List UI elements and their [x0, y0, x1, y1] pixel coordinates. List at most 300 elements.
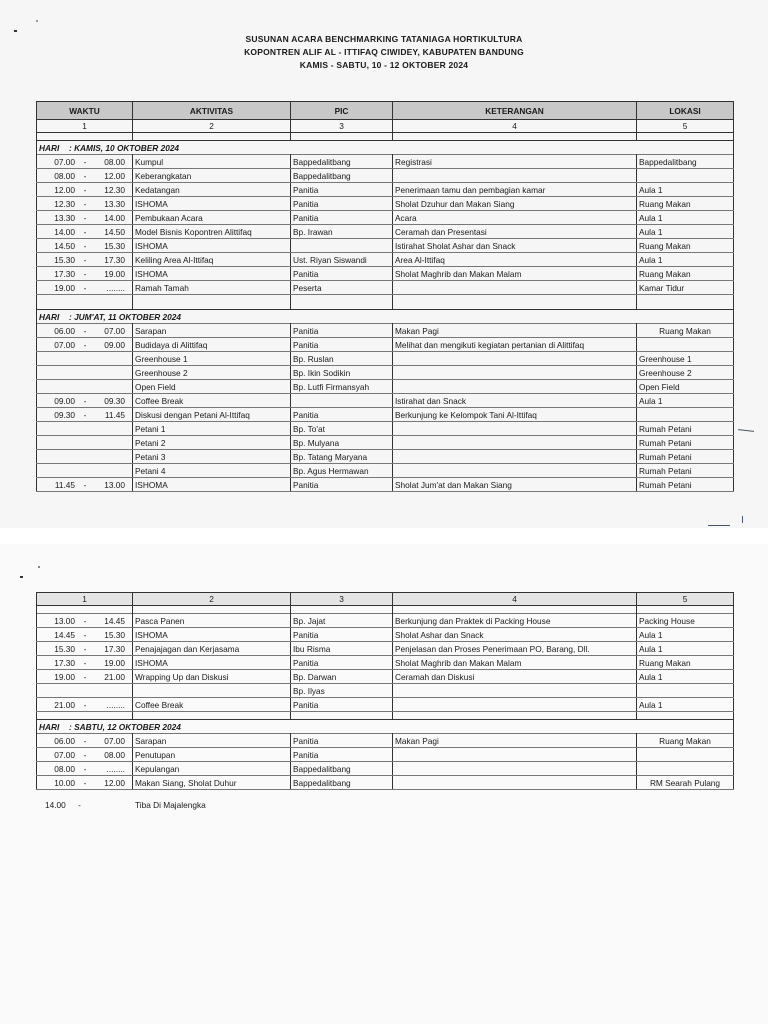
location-cell: Aula 1	[637, 628, 734, 642]
schedule-row	[37, 422, 734, 436]
activity-cell: Ramah Tamah	[133, 281, 291, 295]
table-header-row	[37, 102, 734, 120]
time-dash: -	[83, 156, 87, 167]
time-cell	[37, 684, 133, 698]
time-cell	[37, 748, 133, 762]
activity-cell: Makan Siang, Sholat Duhur	[133, 776, 291, 790]
day-header-row	[37, 310, 734, 324]
day-header	[37, 720, 734, 734]
day-label: HARI	[39, 142, 60, 153]
day-date: : JUM'AT, 11 OKTOBER 2024	[69, 311, 182, 322]
note-cell	[393, 380, 637, 394]
activity-cell: Wrapping Up dan Diskusi	[133, 670, 291, 684]
time-dash: -	[83, 198, 87, 209]
time-start: 15.30	[54, 254, 75, 265]
activity-cell	[133, 684, 291, 698]
schedule-row	[37, 408, 734, 422]
activity-cell: ISHOMA	[133, 478, 291, 492]
location-cell	[637, 684, 734, 698]
location-cell	[637, 408, 734, 422]
schedule-row	[37, 324, 734, 338]
schedule-row	[37, 464, 734, 478]
schedule-row	[37, 211, 734, 225]
time-start: 19.00	[54, 282, 75, 293]
activity-cell: Diskusi dengan Petani Al-Ittifaq	[133, 408, 291, 422]
activity-cell: Kedatangan	[133, 183, 291, 197]
location-cell: Ruang Makan	[637, 324, 734, 338]
day-2-continued-rows	[37, 614, 734, 712]
note-cell	[393, 684, 637, 698]
time-end: 17.30	[104, 254, 125, 265]
column-number: 4	[393, 593, 637, 606]
time-end: 14.45	[104, 615, 125, 626]
time-end: 19.00	[104, 268, 125, 279]
column-number: 4	[393, 120, 637, 133]
location-cell: Rumah Petani	[637, 450, 734, 464]
time-end: 09.30	[104, 395, 125, 406]
pic-cell: Bappedalitbang	[291, 169, 393, 183]
column-number-row	[37, 593, 734, 606]
schedule-row	[37, 352, 734, 366]
schedule-row	[37, 366, 734, 380]
time-cell	[37, 776, 133, 790]
time-cell	[37, 422, 133, 436]
column-number: 2	[133, 120, 291, 133]
note-cell	[393, 450, 637, 464]
time-start: 12.30	[54, 198, 75, 209]
pic-cell	[291, 394, 393, 408]
time-start: 19.00	[54, 671, 75, 682]
time-cell	[37, 656, 133, 670]
activity-cell: Sarapan	[133, 734, 291, 748]
time-start: 07.00	[54, 749, 75, 760]
schedule-row	[37, 197, 734, 211]
pic-cell: Panitia	[291, 628, 393, 642]
time-end: 07.00	[104, 325, 125, 336]
pic-cell: Panitia	[291, 734, 393, 748]
location-cell: Rumah Petani	[637, 422, 734, 436]
note-cell	[393, 436, 637, 450]
time-start: 06.00	[54, 325, 75, 336]
schedule-row	[37, 670, 734, 684]
time-end: ........	[106, 282, 125, 293]
note-cell	[393, 748, 637, 762]
time-end: ........	[106, 699, 125, 710]
time-start: 09.30	[54, 409, 75, 420]
location-cell: RM Searah Pulang	[637, 776, 734, 790]
title-line-2: KOPONTREN ALIF AL - ITTIFAQ CIWIDEY, KABUPATEN BANDUNG	[244, 47, 524, 57]
pic-cell: Panitia	[291, 211, 393, 225]
activity-cell: Model Bisnis Kopontren Alittifaq	[133, 225, 291, 239]
location-cell: Greenhouse 1	[637, 352, 734, 366]
time-cell	[37, 698, 133, 712]
time-cell	[37, 450, 133, 464]
day-label: HARI	[39, 721, 60, 732]
location-cell: Aula 1	[637, 394, 734, 408]
time-cell	[37, 169, 133, 183]
time-start: 06.00	[54, 735, 75, 746]
schedule-row	[37, 225, 734, 239]
header-keterangan: KETERANGAN	[393, 102, 637, 120]
scan-speck	[708, 525, 730, 526]
time-cell	[37, 762, 133, 776]
pic-cell: Ibu Risma	[291, 642, 393, 656]
schedule-row	[37, 628, 734, 642]
time-dash: -	[83, 735, 87, 746]
column-number: 3	[291, 593, 393, 606]
note-cell	[393, 366, 637, 380]
location-cell: Rumah Petani	[637, 464, 734, 478]
schedule-row	[37, 281, 734, 295]
pic-cell: Bappedalitbang	[291, 762, 393, 776]
activity-cell: Coffee Break	[133, 394, 291, 408]
time-start: 08.00	[54, 170, 75, 181]
day-header	[37, 141, 734, 155]
header-aktivitas: AKTIVITAS	[133, 102, 291, 120]
time-dash: -	[83, 409, 87, 420]
note-cell: Berkunjung ke Kelompok Tani Al-Ittifaq	[393, 408, 637, 422]
time-dash: -	[83, 671, 87, 682]
activity-cell: ISHOMA	[133, 267, 291, 281]
time-dash: -	[83, 184, 87, 195]
note-cell	[393, 762, 637, 776]
time-cell	[37, 155, 133, 169]
time-start: 13.00	[54, 615, 75, 626]
location-cell: Ruang Makan	[637, 656, 734, 670]
note-cell: Penjelasan dan Proses Penerimaan PO, Barang, Dll.	[393, 642, 637, 656]
time-end: 14.00	[104, 212, 125, 223]
location-cell: Aula 1	[637, 225, 734, 239]
pic-cell: Panitia	[291, 197, 393, 211]
footer-start: 14.00	[45, 800, 66, 810]
note-cell: Makan Pagi	[393, 734, 637, 748]
location-cell: Aula 1	[637, 670, 734, 684]
pic-cell: Bp. Ikin Sodikin	[291, 366, 393, 380]
note-cell	[393, 281, 637, 295]
time-dash: -	[83, 643, 87, 654]
time-start: 13.30	[54, 212, 75, 223]
location-cell: Aula 1	[637, 183, 734, 197]
time-cell	[37, 225, 133, 239]
pic-cell: Bp. Darwan	[291, 670, 393, 684]
note-cell: Sholat Maghrib dan Makan Malam	[393, 267, 637, 281]
time-cell	[37, 478, 133, 492]
time-cell	[37, 324, 133, 338]
activity-cell: Keberangkatan	[133, 169, 291, 183]
activity-cell: Pembukaan Acara	[133, 211, 291, 225]
schedule-row	[37, 776, 734, 790]
activity-cell: ISHOMA	[133, 239, 291, 253]
location-cell: Greenhouse 2	[637, 366, 734, 380]
note-cell: Berkunjung dan Praktek di Packing House	[393, 614, 637, 628]
header-lokasi: LOKASI	[637, 102, 734, 120]
pic-cell: Panitia	[291, 408, 393, 422]
note-cell: Makan Pagi	[393, 324, 637, 338]
schedule-row	[37, 338, 734, 352]
time-dash: -	[83, 615, 87, 626]
note-cell: Istirahat Sholat Ashar dan Snack	[393, 239, 637, 253]
pic-cell: Panitia	[291, 748, 393, 762]
location-cell: Ruang Makan	[637, 267, 734, 281]
pic-cell: Bp. To'at	[291, 422, 393, 436]
time-dash: -	[83, 699, 87, 710]
activity-cell: Budidaya di Alittifaq	[133, 338, 291, 352]
column-number-row	[37, 120, 734, 133]
time-start: 17.30	[54, 268, 75, 279]
time-start: 14.00	[54, 226, 75, 237]
pic-cell: Ust. Riyan Siswandi	[291, 253, 393, 267]
time-cell	[37, 211, 133, 225]
time-cell	[37, 614, 133, 628]
time-cell	[37, 380, 133, 394]
scan-speck	[38, 566, 40, 568]
location-cell	[637, 748, 734, 762]
footer-activity: Tiba Di Majalengka	[135, 800, 206, 810]
activity-cell: Kumpul	[133, 155, 291, 169]
time-cell	[37, 670, 133, 684]
activity-cell: ISHOMA	[133, 197, 291, 211]
time-dash: -	[83, 212, 87, 223]
schedule-row	[37, 478, 734, 492]
time-start: 09.00	[54, 395, 75, 406]
location-cell: Aula 1	[637, 211, 734, 225]
title-line-3: KAMIS - SABTU, 10 - 12 OKTOBER 2024	[299, 60, 469, 70]
note-cell: Sholat Dzuhur dan Makan Siang	[393, 197, 637, 211]
time-end: 19.00	[104, 657, 125, 668]
header-waktu: WAKTU	[37, 102, 133, 120]
schedule-row	[37, 684, 734, 698]
time-end: 08.00	[104, 156, 125, 167]
time-start: 10.00	[54, 777, 75, 788]
time-start: 17.30	[54, 657, 75, 668]
time-dash: -	[83, 763, 87, 774]
note-cell: Sholat Maghrib dan Makan Malam	[393, 656, 637, 670]
column-number: 5	[637, 120, 734, 133]
activity-cell: Penajajagan dan Kerjasama	[133, 642, 291, 656]
day-date: : KAMIS, 10 OKTOBER 2024	[69, 142, 180, 153]
location-cell	[637, 169, 734, 183]
day-date: : SABTU, 12 OKTOBER 2024	[69, 721, 181, 732]
time-dash: -	[83, 325, 87, 336]
pic-cell: Bp. Jajat	[291, 614, 393, 628]
pic-cell: Panitia	[291, 698, 393, 712]
time-dash: -	[83, 240, 87, 251]
note-cell: Registrasi	[393, 155, 637, 169]
note-cell: Sholat Jum'at dan Makan Siang	[393, 478, 637, 492]
day-header-row	[37, 720, 734, 734]
activity-cell: Kepulangan	[133, 762, 291, 776]
note-cell: Istirahat dan Snack	[393, 394, 637, 408]
note-cell	[393, 422, 637, 436]
note-cell: Penerimaan tamu dan pembagian kamar	[393, 183, 637, 197]
activity-cell: Open Field	[133, 380, 291, 394]
schedule-table-page-2	[36, 592, 734, 790]
time-end: 11.45	[104, 409, 125, 420]
time-start: 14.45	[54, 629, 75, 640]
pic-cell: Bp. Ruslan	[291, 352, 393, 366]
time-cell	[37, 183, 133, 197]
time-end: 12.30	[104, 184, 125, 195]
pic-cell: Panitia	[291, 183, 393, 197]
day-3-rows	[37, 734, 734, 790]
column-number: 1	[37, 593, 133, 606]
schedule-row	[37, 748, 734, 762]
schedule-table-page-1	[36, 101, 734, 492]
time-dash: -	[83, 629, 87, 640]
pic-cell	[291, 239, 393, 253]
note-cell: Acara	[393, 211, 637, 225]
pic-cell: Bp. Lutfi Firmansyah	[291, 380, 393, 394]
spacer-row	[37, 133, 734, 141]
note-cell	[393, 169, 637, 183]
scan-speck	[36, 20, 38, 22]
time-end: 15.30	[104, 629, 125, 640]
time-cell	[37, 464, 133, 478]
document-title	[0, 33, 768, 72]
time-start: 15.30	[54, 643, 75, 654]
header-pic: PIC	[291, 102, 393, 120]
time-start: 14.50	[54, 240, 75, 251]
footer-dash: -	[78, 800, 81, 810]
activity-cell: ISHOMA	[133, 628, 291, 642]
schedule-row	[37, 183, 734, 197]
note-cell: Sholat Ashar dan Snack	[393, 628, 637, 642]
time-end: 14.50	[104, 226, 125, 237]
schedule-row	[37, 155, 734, 169]
time-dash: -	[83, 777, 87, 788]
schedule-row	[37, 169, 734, 183]
time-dash: -	[83, 268, 87, 279]
time-start: 07.00	[54, 156, 75, 167]
time-cell	[37, 267, 133, 281]
time-end: 08.00	[104, 749, 125, 760]
pic-cell: Panitia	[291, 267, 393, 281]
schedule-row	[37, 394, 734, 408]
time-dash: -	[83, 254, 87, 265]
activity-cell: ISHOMA	[133, 656, 291, 670]
activity-cell: Petani 3	[133, 450, 291, 464]
location-cell: Open Field	[637, 380, 734, 394]
schedule-row	[37, 642, 734, 656]
time-end: 13.30	[104, 198, 125, 209]
location-cell: Bappedalitbang	[637, 155, 734, 169]
schedule-row	[37, 698, 734, 712]
activity-cell: Petani 4	[133, 464, 291, 478]
location-cell: Ruang Makan	[637, 239, 734, 253]
scan-speck	[742, 516, 743, 523]
note-cell: Melihat dan mengikuti kegiatan pertanian di Alittifaq	[393, 338, 637, 352]
scan-speck	[20, 576, 23, 578]
day-header	[37, 310, 734, 324]
pic-cell: Bp. Ilyas	[291, 684, 393, 698]
schedule-row	[37, 614, 734, 628]
time-end: ........	[106, 763, 125, 774]
day-2-rows	[37, 324, 734, 492]
spacer-row	[37, 302, 734, 310]
pic-cell: Panitia	[291, 338, 393, 352]
activity-cell: Greenhouse 1	[133, 352, 291, 366]
activity-cell: Coffee Break	[133, 698, 291, 712]
location-cell: Aula 1	[637, 253, 734, 267]
activity-cell: Penutupan	[133, 748, 291, 762]
time-cell	[37, 197, 133, 211]
pic-cell: Panitia	[291, 656, 393, 670]
time-cell	[37, 628, 133, 642]
activity-cell: Petani 2	[133, 436, 291, 450]
column-number: 5	[637, 593, 734, 606]
footer-time	[45, 800, 81, 810]
schedule-row	[37, 253, 734, 267]
time-end: 12.00	[104, 777, 125, 788]
time-cell	[37, 408, 133, 422]
time-dash: -	[83, 170, 87, 181]
schedule-row	[37, 656, 734, 670]
note-cell	[393, 352, 637, 366]
time-cell	[37, 642, 133, 656]
schedule-row	[37, 450, 734, 464]
location-cell: Aula 1	[637, 698, 734, 712]
time-cell	[37, 352, 133, 366]
scan-speck	[14, 30, 17, 32]
activity-cell: Petani 1	[133, 422, 291, 436]
time-end: 21.00	[104, 671, 125, 682]
time-end: 13.00	[104, 479, 125, 490]
location-cell	[637, 762, 734, 776]
note-cell: Ceramah dan Presentasi	[393, 225, 637, 239]
spacer-row	[37, 606, 734, 614]
note-cell: Area Al-Ittifaq	[393, 253, 637, 267]
time-dash: -	[83, 395, 87, 406]
activity-cell: Sarapan	[133, 324, 291, 338]
activity-cell: Pasca Panen	[133, 614, 291, 628]
pic-cell: Panitia	[291, 324, 393, 338]
schedule-row	[37, 380, 734, 394]
schedule-row	[37, 762, 734, 776]
scan-speck	[738, 429, 754, 432]
pic-cell: Panitia	[291, 478, 393, 492]
time-cell	[37, 338, 133, 352]
pic-cell: Peserta	[291, 281, 393, 295]
time-end: 12.00	[104, 170, 125, 181]
note-cell	[393, 776, 637, 790]
time-cell	[37, 239, 133, 253]
time-start: 08.00	[54, 763, 75, 774]
activity-cell: Greenhouse 2	[133, 366, 291, 380]
pic-cell: Bp. Tatang Maryana	[291, 450, 393, 464]
page-gap	[0, 528, 768, 544]
pic-cell: Bappedalitbang	[291, 155, 393, 169]
location-cell: Ruang Makan	[637, 197, 734, 211]
location-cell	[637, 338, 734, 352]
schedule-row	[37, 267, 734, 281]
day-header-row	[37, 141, 734, 155]
time-start: 12.00	[54, 184, 75, 195]
title-line-1: SUSUNAN ACARA BENCHMARKING TATANIAGA HORTIKULTURA	[245, 34, 523, 44]
time-dash: -	[83, 226, 87, 237]
time-cell	[37, 366, 133, 380]
time-dash: -	[83, 282, 87, 293]
time-dash: -	[83, 479, 87, 490]
time-cell	[37, 253, 133, 267]
column-number: 1	[37, 120, 133, 133]
time-cell	[37, 436, 133, 450]
pic-cell: Bp. Mulyana	[291, 436, 393, 450]
time-end: 07.00	[104, 735, 125, 746]
time-cell	[37, 394, 133, 408]
document-page-2	[0, 544, 768, 1024]
location-cell: Kamar Tidur	[637, 281, 734, 295]
schedule-row	[37, 239, 734, 253]
